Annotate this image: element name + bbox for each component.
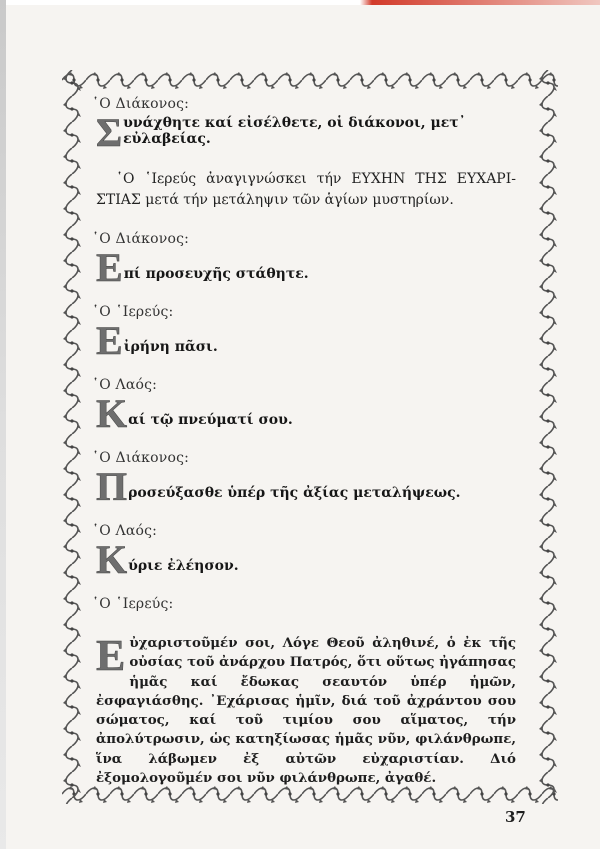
ornament-right-band	[538, 70, 558, 804]
drop-capital: Ε	[96, 245, 123, 290]
block-deacon-1	[92, 96, 516, 155]
speaker-label: ῾Ο Διάκονος:	[92, 450, 190, 466]
speaker-label: ῾Ο Διάκονος:	[92, 96, 190, 112]
scan-top-edge	[0, 0, 600, 5]
prayer-text: ὐχαριστοῦμέν σοι, Λόγε Θεοῦ ἀληθινέ, ὁ ἐκ τῆς οὐσίας τοῦ ἀνάρχου Πατρός, ὅτι οὕτως ἠγάπησας ἡμᾶς καί ἔδωκας σεαυτόν ὑπέρ ἡμῶν, ἐσφαγιάσθης. ᾿Εχάρισας ἡμῖν, διά τοῦ ἀχράντου σου σώματος, καί τοῦ τιμίου σου αἵματος, τήν ἀπολύτρωσιν, ὡς κατηξίωσας ἡμᾶς νῦν, φιλάνθρωπε, ἵνα λάβωμεν ἐξ αὐτῶν εὐχαριστίαν. Διό ἐξομολογοῦμέν σοι νῦν φιλάνθρωπε, ἀγαθέ.	[96, 635, 516, 787]
drop-capital: Κ	[96, 537, 128, 582]
block-people-2	[92, 523, 516, 582]
verse-row	[96, 245, 516, 290]
speaker-label: ῾Ο ῾Ιερεύς:	[92, 596, 174, 612]
drop-capital: Π	[96, 464, 128, 509]
speaker-label: ῾Ο Λαός:	[92, 523, 158, 539]
verse-text: υνάχθητε καί εἰσέλθετε, οἱ διάκονοι, μετ᾿ εὐλαβείας.	[123, 115, 466, 147]
speaker-label: ῾Ο Διάκονος:	[92, 231, 190, 247]
drop-capital: Ε	[96, 631, 126, 680]
speaker-label: ῾Ο Λαός:	[92, 377, 158, 393]
verse-row	[96, 537, 516, 582]
drop-capital: Σ	[96, 110, 123, 155]
verse-text: πί προσευχῆς στάθητε.	[123, 266, 309, 282]
verse-text: ροσεύξασθε ὑπέρ τῆς ἀξίας μεταλήψεως.	[128, 485, 461, 501]
thanksgiving-prayer	[96, 631, 516, 788]
ornament-left-band	[62, 70, 82, 804]
ornament-top-band	[62, 70, 558, 90]
scan-left-edge	[0, 0, 6, 849]
verse-text: αί τῷ πνεύματί σου.	[128, 412, 293, 428]
rubric-text: ῾Ο ῾Ιερεύς ἀναγιγνώσκει τήν ΕΥΧΗΝ ΤΗΣ ΕΥΧΑΡΙ-ΣΤΙΑΣ μετά τήν μετάληψιν τῶν ἁγίων μυστηρίων.	[96, 171, 516, 208]
verse-row	[96, 391, 516, 436]
block-people-1	[92, 377, 516, 436]
verse-row	[96, 318, 516, 363]
speaker-label: ῾Ο ῾Ιερεύς:	[92, 304, 174, 320]
verse-text: ἰρήνη πᾶσι.	[123, 339, 218, 355]
drop-capital: Κ	[96, 391, 128, 436]
page-number: 37	[505, 808, 526, 826]
verse-text: ύριε ἐλέησον.	[128, 558, 239, 574]
block-deacon-2	[92, 231, 516, 290]
verse-row	[96, 464, 516, 509]
block-priest-2	[92, 596, 516, 612]
block-deacon-3	[92, 450, 516, 509]
block-priest-1	[92, 304, 516, 363]
drop-capital: Ε	[96, 318, 123, 363]
verse-row	[96, 110, 516, 155]
page-content	[92, 96, 516, 788]
